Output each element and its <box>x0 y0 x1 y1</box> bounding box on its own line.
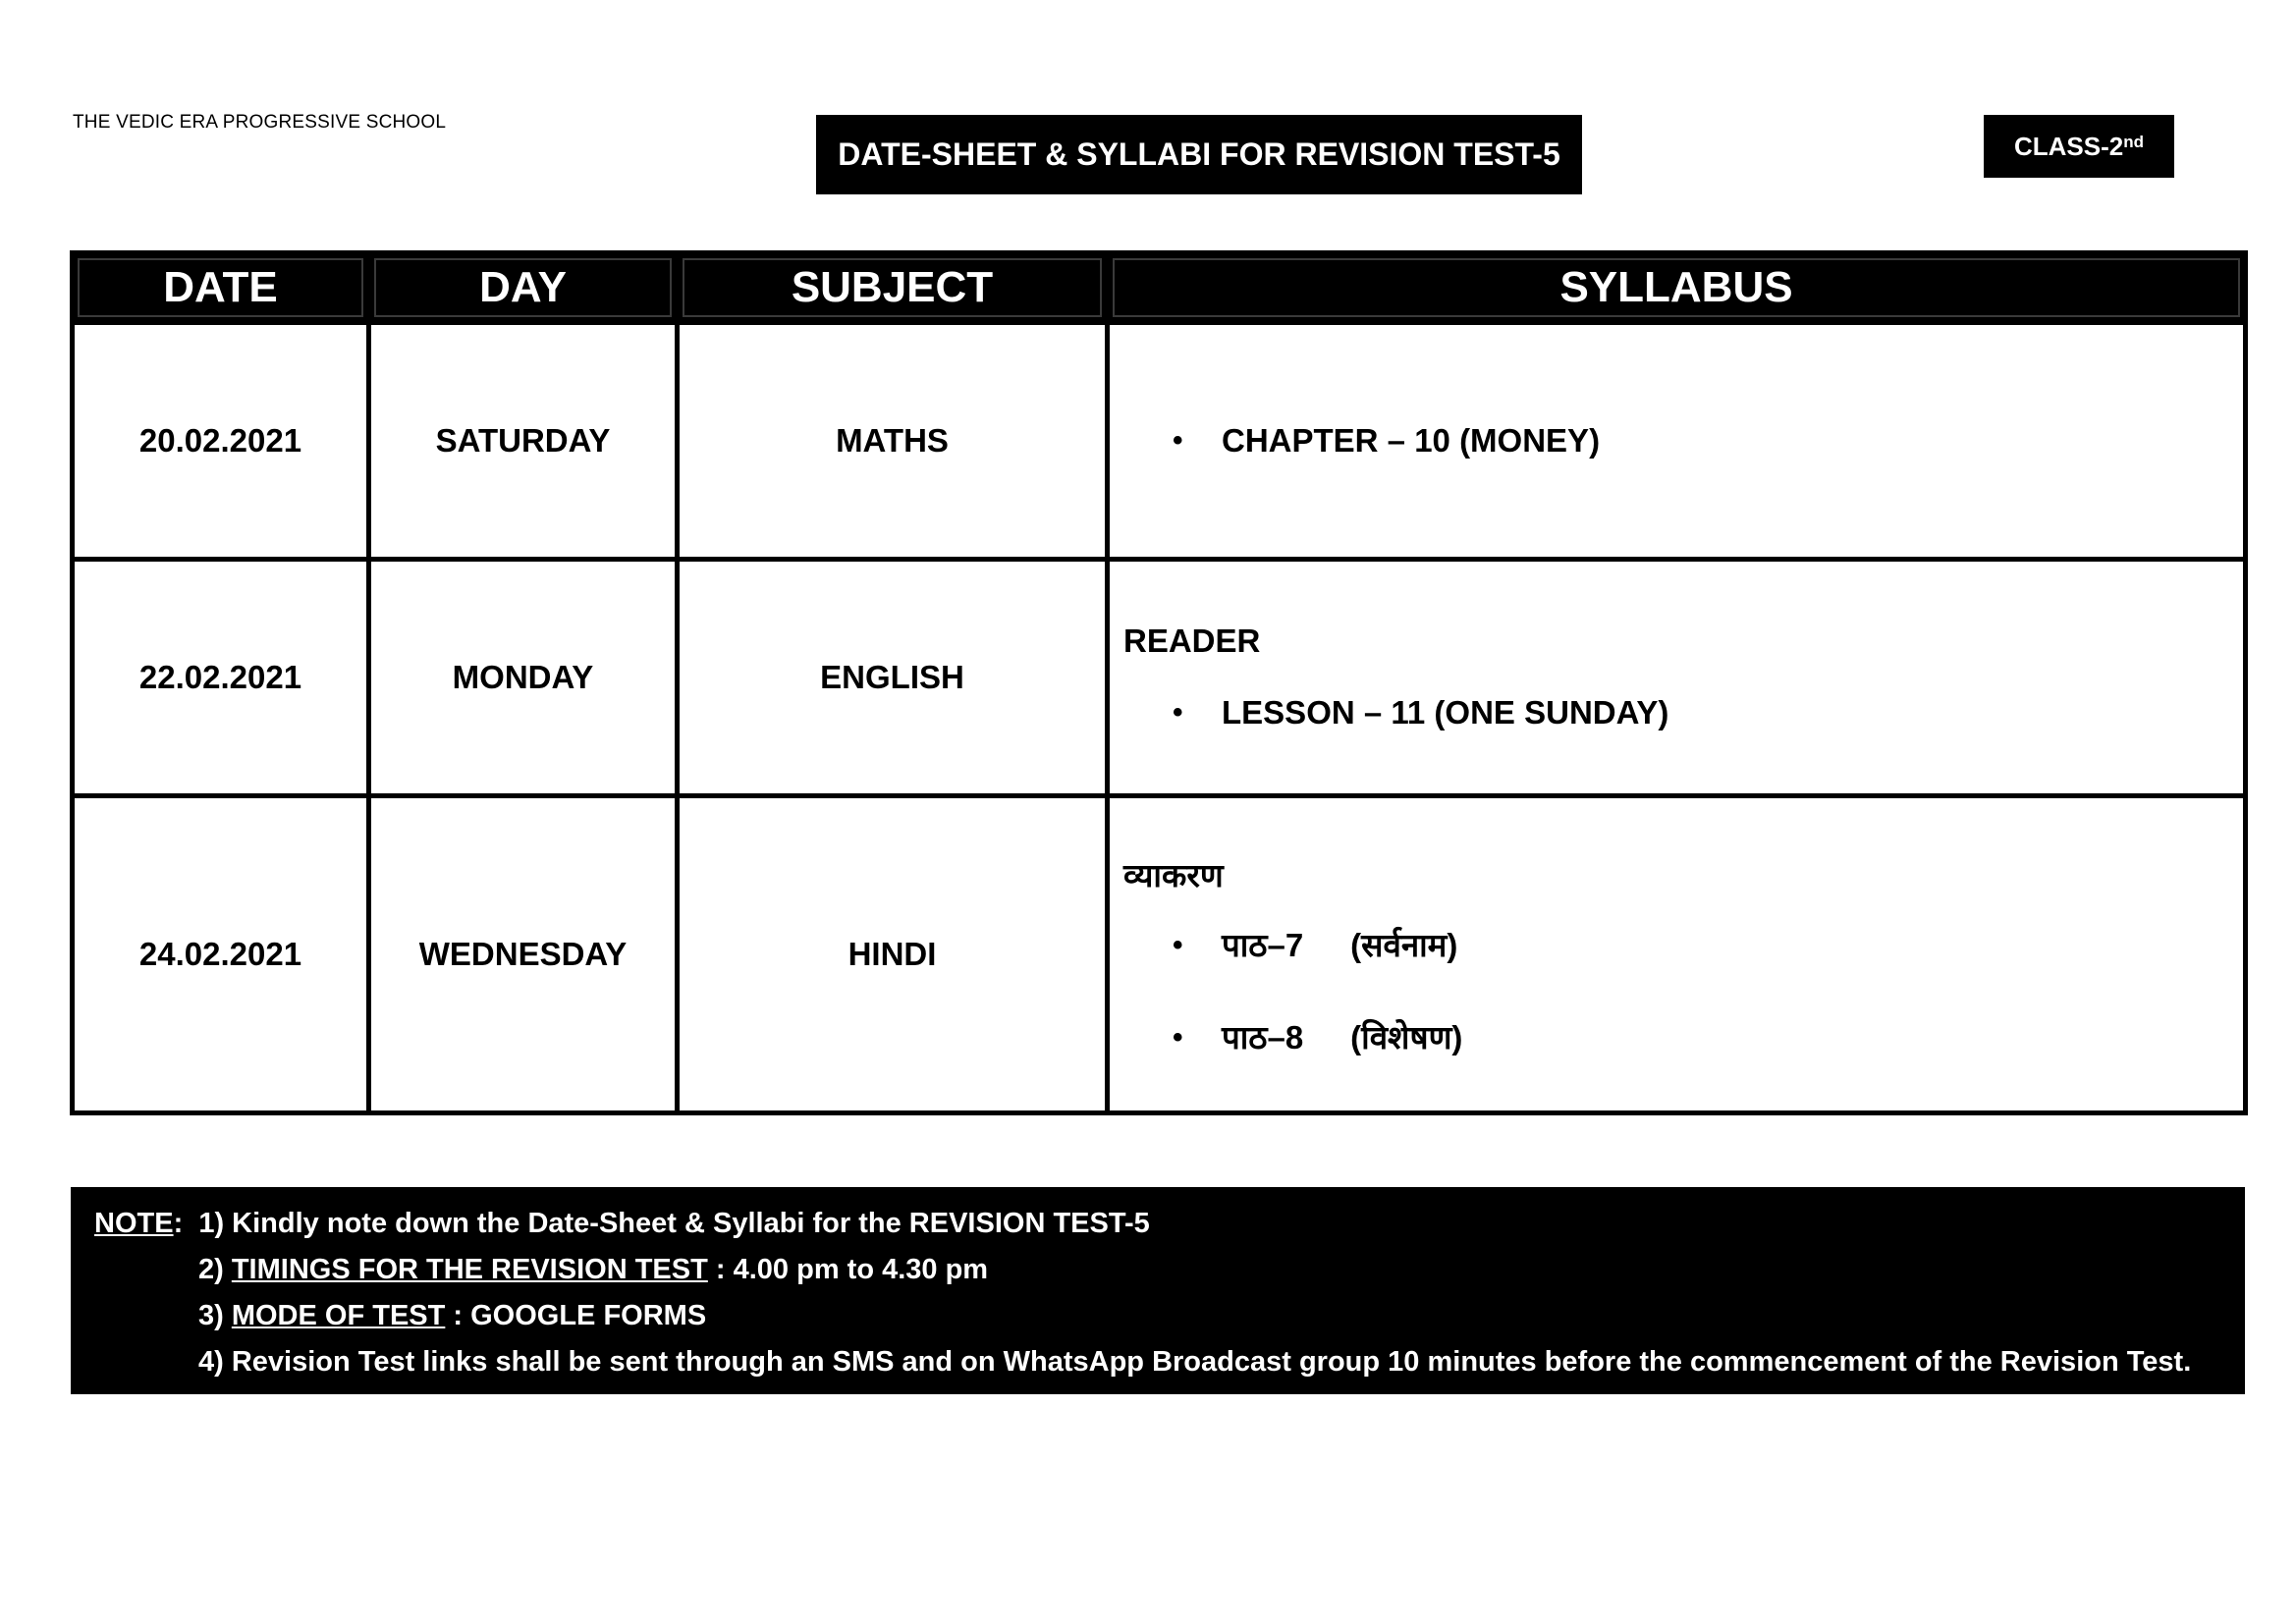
note-line-3-prefix: 3) <box>198 1300 232 1331</box>
date-cell: 22.02.2021 <box>73 560 369 796</box>
subject-cell: MATHS <box>678 323 1108 560</box>
date-sheet-table <box>70 250 2248 1115</box>
note-line-2 <box>94 1247 2245 1293</box>
school-name: THE VEDIC ERA PROGRESSIVE SCHOOL <box>73 112 447 133</box>
day-cell: SATURDAY <box>369 323 678 560</box>
note-line-3-value: : GOOGLE FORMS <box>445 1300 707 1331</box>
syllabus-heading: READER <box>1123 623 1261 659</box>
table-row <box>73 560 2246 796</box>
syllabus-item <box>1173 693 2243 732</box>
header-date: DATE <box>73 253 369 323</box>
syllabus-topic: (सर्वनाम) <box>1350 926 1458 963</box>
day-cell: WEDNESDAY <box>369 796 678 1113</box>
table-row <box>73 323 2246 560</box>
bullet-icon: • <box>1173 1020 1183 1054</box>
bullet-icon: • <box>1173 424 1183 457</box>
note-line-2-prefix: 2) <box>198 1254 232 1285</box>
syllabus-cell <box>1108 323 2246 560</box>
header-subject: SUBJECT <box>678 253 1108 323</box>
table-header-row <box>73 253 2246 323</box>
table-row <box>73 796 2246 1113</box>
document-title-text: DATE-SHEET & SYLLABI FOR REVISION TEST-5 <box>838 136 1560 172</box>
subject-cell: ENGLISH <box>678 560 1108 796</box>
syllabus-item-text: LESSON – 11 (ONE SUNDAY) <box>1222 694 1669 731</box>
date-cell: 20.02.2021 <box>73 323 369 560</box>
note-line-4-text: 4) Revision Test links shall be sent through an SMS and on WhatsApp Broadcast group 10 minutes before the commencement of the Revision Test. <box>198 1346 2192 1378</box>
syllabus-item <box>1173 421 2243 460</box>
note-line-1-text: 1) Kindly note down the Date-Sheet & Syllabi for the REVISION TEST-5 <box>198 1208 1150 1239</box>
bullet-icon: • <box>1173 928 1183 961</box>
class-badge <box>1984 115 2174 178</box>
class-suffix: nd <box>2123 133 2145 151</box>
syllabus-list <box>1123 693 2243 732</box>
subject-cell: HINDI <box>678 796 1108 1113</box>
note-box <box>71 1187 2245 1394</box>
date-cell: 24.02.2021 <box>73 796 369 1113</box>
syllabus-item-text: CHAPTER – 10 (MONEY) <box>1222 422 1601 459</box>
syllabus-list <box>1123 421 2243 460</box>
syllabus-lesson: पाठ–7 <box>1222 926 1304 963</box>
note-label: NOTE <box>94 1208 174 1239</box>
syllabus-cell <box>1108 560 2246 796</box>
syllabus-item <box>1173 926 2243 965</box>
header-day: DAY <box>369 253 678 323</box>
note-line-1 <box>94 1201 2245 1247</box>
syllabus-topic: (विशेषण) <box>1350 1018 1463 1056</box>
syllabus-heading: व्याकरण <box>1123 856 1224 893</box>
syllabus-list <box>1123 926 2243 1057</box>
syllabus-item <box>1173 1018 2243 1057</box>
syllabus-lesson: पाठ–8 <box>1222 1018 1304 1056</box>
document-title <box>816 115 1582 194</box>
note-line-2-label: TIMINGS FOR THE REVISION TEST <box>231 1254 708 1285</box>
day-cell: MONDAY <box>369 560 678 796</box>
note-colon: : <box>173 1208 199 1239</box>
note-line-4 <box>94 1339 2245 1385</box>
note-line-2-value: : 4.00 pm to 4.30 pm <box>707 1254 989 1285</box>
note-line-3-label: MODE OF TEST <box>231 1300 446 1331</box>
class-label: CLASS-2 <box>2013 131 2124 161</box>
note-line-3 <box>94 1293 2245 1339</box>
header-syllabus: SYLLABUS <box>1108 253 2246 323</box>
bullet-icon: • <box>1173 696 1183 729</box>
syllabus-cell <box>1108 796 2246 1113</box>
